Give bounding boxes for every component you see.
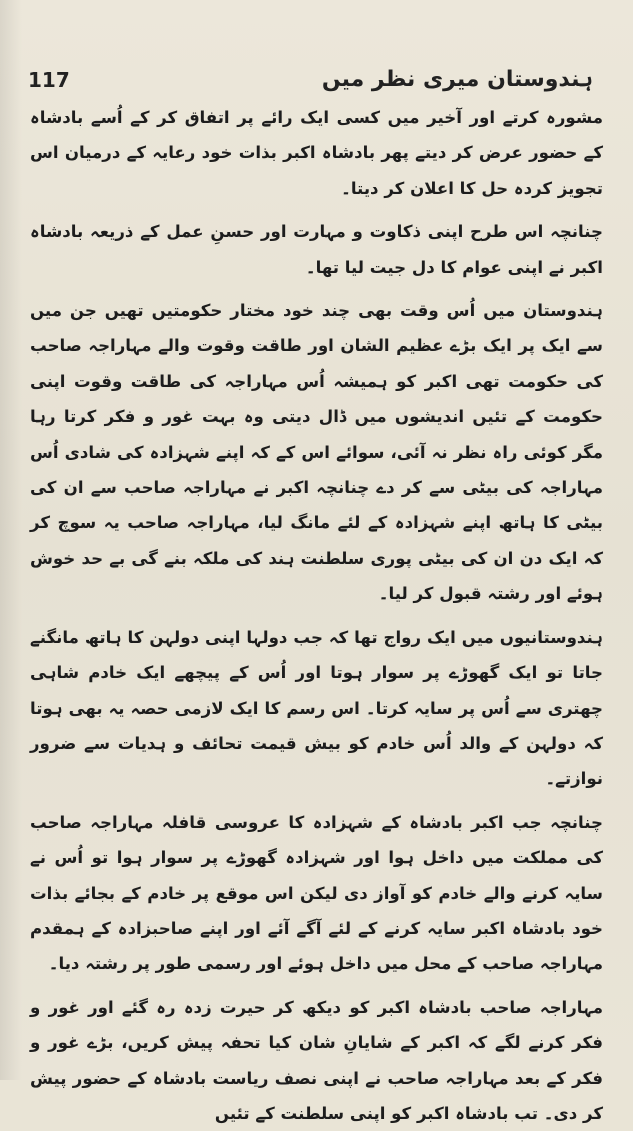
page-body <box>30 100 603 1131</box>
paragraph: مہاراجہ صاحب بادشاہ اکبر کو دیکھ کر حیرت زدہ رہ گئے اور غور و فکر کرنے لگے کہ اکبر کے شایانِ شان کیا تحفہ پیش کریں، بڑے غور و فکر کے بعد مہاراجہ صاحب نے اپنی نصف ریاست بادشاہ کے حضور پیش کر دی۔ تب بادشاہ اکبر کو اپنی سلطنت کے تئیں <box>30 997 603 1123</box>
running-title: ہندوستان میری نظر میں <box>321 67 593 92</box>
paragraph: چنانچہ جب اکبر بادشاہ کے شہزادہ کا عروسی قافلہ مہاراجہ صاحب کی مملکت میں داخل ہوا اور شہزادہ گھوڑے پر سوار ہوا تو اُس نے سایہ کرنے والے خادم کو آواز دی لیکن اس موقع پر خادم کے بجائے بذات خود بادشاہ اکبر سایہ کرنے کے لئے آگے آئے اور اپنے صاحبزادہ کے ہمقدم مہاراجہ صاحب کے محل میں داخل ہوئے اور رسمی طور پر رشتہ دیا۔ <box>30 812 603 974</box>
paragraph: ہندوستان میں اُس وقت بھی چند خود مختار حکومتیں تھیں جن میں سے ایک پر ایک بڑے عظیم الشان اور طاقت وقوت والے مہاراجہ صاحب کی حکومت تھی اکبر کو ہمیشہ اُس مہاراجہ کی طاقت وقوت اپنی حکومت کے تئیں اندیشوں میں ڈال دیتی وہ بہت غور و فکر کرتا رہا مگر کوئی راہ نظر نہ آئی، سوائے اس کے کہ اپنے شہزادہ کی شادی اُس مہاراجہ کی بیٹی سے کر دے چنانچہ اکبر نے مہاراجہ صاحب سے ان کی بیٹی کا ہاتھ اپنے شہزادہ کے لئے مانگ لیا، مہاراجہ صاحب یہ سوچ کر کہ ایک دن ان کی بیٹی پوری سلطنت ہند کی ملکہ بنے گی بے حد خوش ہوئے اور رشتہ قبول کر لیا۔ <box>30 301 603 604</box>
page-number: 117 <box>28 68 70 92</box>
paragraph: مشورہ کرتے اور آخیر میں کسی ایک رائے پر اتفاق کر کے اُسے بادشاہ کے حضور عرض کر دیتے پھر بادشاہ اکبر بذات خود رعایہ کے درمیان اس تجویز کردہ حل کا اعلان کر دیتا۔ <box>30 108 603 198</box>
paragraph: ہندوستانیوں میں ایک رواج تھا کہ جب دولہا اپنی دولہن کا ہاتھ مانگنے جاتا تو ایک گھوڑے پر سوار ہوتا اور اُس کے پیچھے ایک خادم شاہی چھتری سے اُس پر سایہ کرتا۔ اس رسم کا ایک لازمی حصہ یہ بھی ہوتا کہ دولہن کے والد اُس خادم کو بیش قیمت تحائف و ہدیات سے ضرور نوازتے۔ <box>30 627 603 789</box>
page-header <box>28 52 593 92</box>
page-gutter-shadow <box>0 0 22 1080</box>
paragraph: چنانچہ اس طرح اپنی ذکاوت و مہارت اور حسنِ عمل کے ذریعہ بادشاہ اکبر نے اپنی عوام کا دل جیت لیا تھا۔ <box>30 222 603 277</box>
